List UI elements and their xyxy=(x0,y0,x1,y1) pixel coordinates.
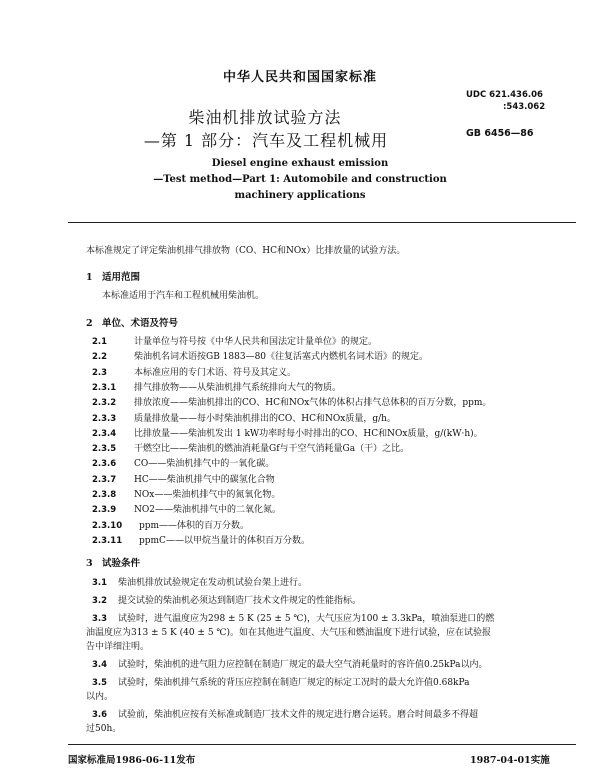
section-3-item-line: 以内。 xyxy=(86,692,114,702)
section-2-item-text: CO——柴油机排气中的一氧化碳。 xyxy=(134,459,275,470)
title-line-1: 柴油机排放试验方法 xyxy=(188,108,342,127)
section-2-item-number: 2.3.5 xyxy=(92,444,117,455)
section-3-item-line: 提交试验的柴油机必须达到制造厂技术文件规定的性能指标。 xyxy=(118,596,362,606)
section-3-item-line: 试验前，柴油机应按有关标准或制造厂技术文件的规定进行磨合运转。磨合时间最多不得超 xyxy=(118,710,479,720)
section-2-item-text: 本标准应用的专门术语、符号及其定义。 xyxy=(134,367,297,378)
section-2-item-number: 2.3.10 xyxy=(92,520,123,531)
section-3-item-line: 告中详细注明。 xyxy=(86,642,150,652)
section-2-item-text: ppmC——以甲烷当量计的体积百万分数。 xyxy=(139,535,310,546)
english-title-line-3: machinery applications xyxy=(234,190,366,201)
section-1-title: 适用范围 xyxy=(102,272,141,283)
section-2-item-number: 2.3.9 xyxy=(92,505,117,516)
section-1-body: 本标准适用于汽车和工程机械用柴油机。 xyxy=(102,291,265,301)
section-2-item-text: ppm——体积的百万分数。 xyxy=(139,520,250,531)
section-3-item-line: 试验时，柴油机的进气阻力应控制在制造厂规定的最大空气消耗量时的容许值0.25kPa以内。 xyxy=(118,660,488,670)
section-2-item-text: HC——柴油机排气中的碳氢化合物 xyxy=(134,474,275,485)
section-3-item-line: 油温度应为313 ± 5 K (40 ± 5 ℃)。如在其他进气温度、大气压和燃油温度下进行试验，应在试验报 xyxy=(86,628,492,638)
section-3-item-line: 试验时，进气温度应为298 ± 5 K (25 ± 5 ℃)，大气压应为100 ± 3.3kPa，喷油泵进口的燃 xyxy=(118,614,495,624)
issue-date: 国家标准局1986-06-11发布 xyxy=(68,755,196,766)
english-title-line-1: Diesel engine exhaust emission xyxy=(211,158,389,169)
section-2-item-number: 2.3.6 xyxy=(92,459,117,470)
section-2-item-text: 排放浓度——柴油机排出的CO、HC和NOx气体的体积占排气总体积的百万分数，ppm。 xyxy=(134,398,492,409)
section-2-item-text: 质量排放量——每小时柴油机排出的CO、HC和NOx质量，g/h。 xyxy=(134,413,396,424)
section-3-item-line: 过50h。 xyxy=(86,724,122,734)
section-3-item-number: 3.3 xyxy=(92,614,108,624)
section-3-item-number: 3.4 xyxy=(92,660,108,670)
udc-code: UDC 621.436.06 xyxy=(466,90,543,100)
section-2-item-text: 比排放量——柴油机发出 1 kW功率时每小时排出的CO、HC和NOx质量，g/(kW·h)。 xyxy=(134,428,483,439)
section-2-item-number: 2.3 xyxy=(92,367,108,378)
section-2-item-text: 干燃空比——柴油机的燃油消耗量Gf与干空气消耗量Ga（干）之比。 xyxy=(134,444,410,455)
udc-code-line-2: :543.062 xyxy=(503,102,546,112)
section-2-item-text: 排气排放物——从柴油机排气系统排向大气的物质。 xyxy=(134,382,342,393)
section-2-item-number: 2.3.11 xyxy=(92,535,123,546)
section-3-item-number: 3.5 xyxy=(92,678,108,688)
section-2-item-number: 2.3.8 xyxy=(92,490,117,500)
effective-date: 1987-04-01实施 xyxy=(470,755,550,766)
english-title-line-2: —Test method—Part 1: Automobile and construction xyxy=(153,174,447,185)
national-standard-heading: 中华人民共和国国家标准 xyxy=(222,70,377,85)
section-3-number: 3 xyxy=(86,558,93,569)
section-2-item-number: 2.1 xyxy=(92,337,108,347)
section-1-number: 1 xyxy=(86,272,93,283)
section-3-item-line: 试验时，柴油机排气系统的背压应控制在制造厂规定的标定工况时的最大允许值0.68kPa xyxy=(118,678,470,688)
section-3-item-number: 3.2 xyxy=(92,596,108,606)
section-2-number: 2 xyxy=(86,318,93,329)
section-2-item-text: NOx——柴油机排气中的氮氧化物。 xyxy=(134,490,281,500)
section-2-item-number: 2.3.3 xyxy=(92,413,117,424)
section-2-item-number: 2.3.2 xyxy=(92,398,117,409)
section-2-item-text: 计量单位与符号按《中华人民共和国法定计量单位》的规定。 xyxy=(134,337,378,347)
section-3-item-number: 3.1 xyxy=(92,578,108,588)
title-line-2: —第 1 部分：汽车及工程机械用 xyxy=(143,131,389,150)
intro-paragraph: 本标准规定了评定柴油机排气排放物（CO、HC和NOx）比排放量的试验方法。 xyxy=(86,246,406,256)
section-3-item-line: 柴油机排放试验规定在发动机试验台架上进行。 xyxy=(118,578,308,588)
section-2-item-number: 2.3.7 xyxy=(92,474,117,485)
gb-number: GB 6456—86 xyxy=(466,128,534,139)
section-2-item-number: 2.2 xyxy=(92,352,108,363)
section-2-item-number: 2.3.4 xyxy=(92,428,117,439)
section-2-item-text: 柴油机名词术语按GB 1883—80《往复活塞式内燃机名词术语》的规定。 xyxy=(134,352,429,363)
bottom-divider xyxy=(68,744,576,745)
section-2-item-text: NO2——柴油机排气中的二氧化氮。 xyxy=(134,505,281,516)
section-2-item-number: 2.3.1 xyxy=(92,382,117,393)
section-2-title: 单位、术语及符号 xyxy=(102,318,179,329)
section-3-item-number: 3.6 xyxy=(92,710,108,720)
section-3-title: 试验条件 xyxy=(102,558,141,569)
top-divider xyxy=(68,222,576,223)
